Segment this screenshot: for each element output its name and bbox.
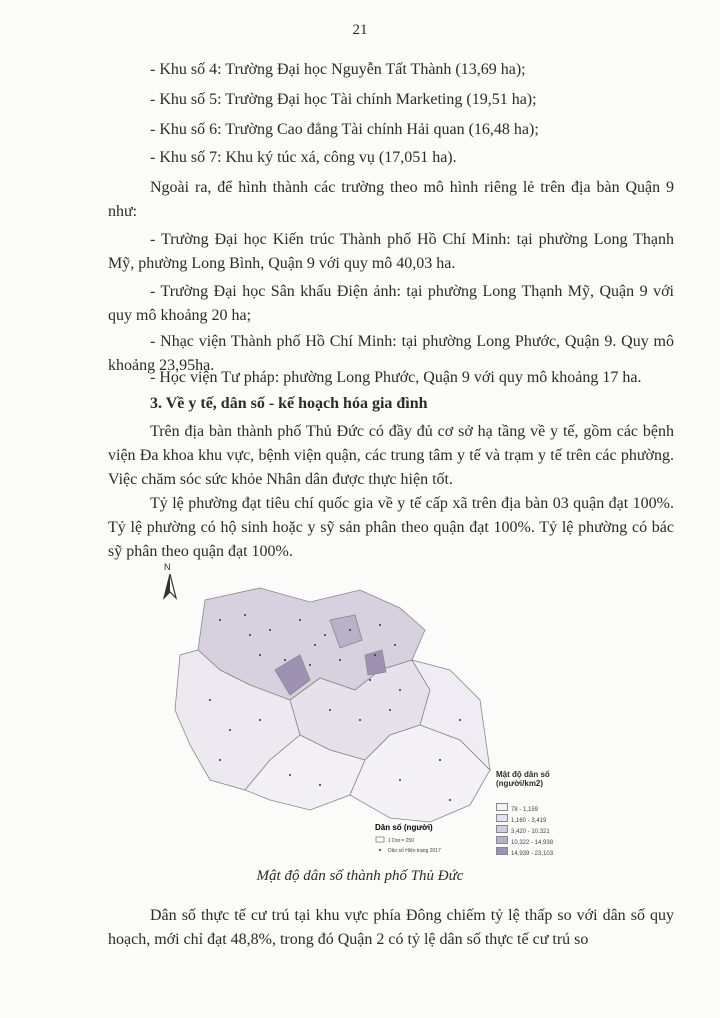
legend-item: 10,322 - 14,938 [496, 831, 553, 842]
density-legend-title: Mật độ dân số (người/km2) [496, 770, 550, 788]
list-item: - Khu số 4: Trường Đại học Nguyễn Tất Thành (13,69 ha); [150, 61, 526, 78]
district-boundaries [175, 588, 490, 822]
list-item: - Khu số 5: Trường Đại học Tài chính Marketing (19,51 ha); [150, 91, 537, 108]
north-arrow-icon [164, 574, 176, 598]
legend-item: 1,160 - 3,419 [496, 809, 553, 820]
north-label: N [164, 562, 171, 572]
page-number: 21 [352, 22, 368, 38]
legend-item: 14,939 - 23,103 [496, 842, 553, 853]
svg-text:Dân số (người): Dân số (người) [375, 823, 433, 832]
school-item: - Trường Đại học Sân khấu Điện ảnh: tại phường Long Thạnh Mỹ, Quận 9 với quy mô khoảng 20 ha; [108, 283, 674, 324]
list-item: - Khu số 7: Khu ký túc xá, công vụ (17,051 ha). [150, 149, 457, 166]
legend-item: 3,420 - 10,321 [496, 820, 553, 831]
school-item: - Trường Đại học Kiến trúc Thành phố Hồ Chí Minh: tại phường Long Thạnh Mỹ, phường Long Bình, Quận 9 với quy mô 40,03 ha. [108, 231, 674, 272]
school-item: - Học viện Tư pháp: phường Long Phước, Quận 9 với quy mô khoảng 17 ha. [150, 369, 642, 386]
section-heading: 3. Về y tế, dân số - kế hoạch hóa gia đình [150, 395, 428, 412]
population-legend [375, 823, 441, 854]
school-item: - Nhạc viện Thành phố Hồ Chí Minh: tại phường Long Phước, Quận 9. Quy mô khoảng 23,95ha. [108, 333, 674, 374]
population-density-map [150, 560, 570, 860]
map-caption: Mật độ dân số thành phố Thủ Đức [256, 868, 464, 884]
final-paragraph: Dân số thực tế cư trú tại khu vực phía Đông chiếm tỷ lệ thấp so với dân số quy hoạch, mới chỉ đạt 48,8%, trong đó Quận 2 có tỷ lệ dân số thực tế cư trú so [108, 907, 674, 948]
health-paragraph: Trên địa bàn thành phố Thủ Đức có đầy đủ cơ sở hạ tầng về y tế, gồm các bệnh viện Đa khoa khu vực, bệnh viện quận, các trung tâm y tế và trạm y tế trên các phường. Việc chăm sóc sức khỏe Nhân dân được thực hiện tốt. [108, 423, 674, 488]
rate-paragraph: Tỷ lệ phường đạt tiêu chí quốc gia về y tế cấp xã trên địa bàn 03 quận đạt 100%. Tỷ lệ phường có hộ sinh hoặc y sỹ sản phân theo quận đạt 100%. Tỷ lệ phường có bác sỹ phân theo quận đạt 100%. [108, 495, 674, 560]
intro-paragraph: Ngoài ra, để hình thành các trường theo mô hình riêng lẻ trên địa bàn Quận 9 như: [108, 179, 674, 220]
list-item: - Khu số 6: Trường Cao đẳng Tài chính Hải quan (16,48 ha); [150, 121, 539, 138]
legend-item: 78 - 1,159 [496, 798, 553, 809]
svg-text:Dân số Hiện trạng 2017: Dân số Hiện trạng 2017 [388, 848, 441, 854]
svg-text:1 Dot = 250: 1 Dot = 250 [388, 838, 414, 844]
density-legend [496, 798, 554, 857]
